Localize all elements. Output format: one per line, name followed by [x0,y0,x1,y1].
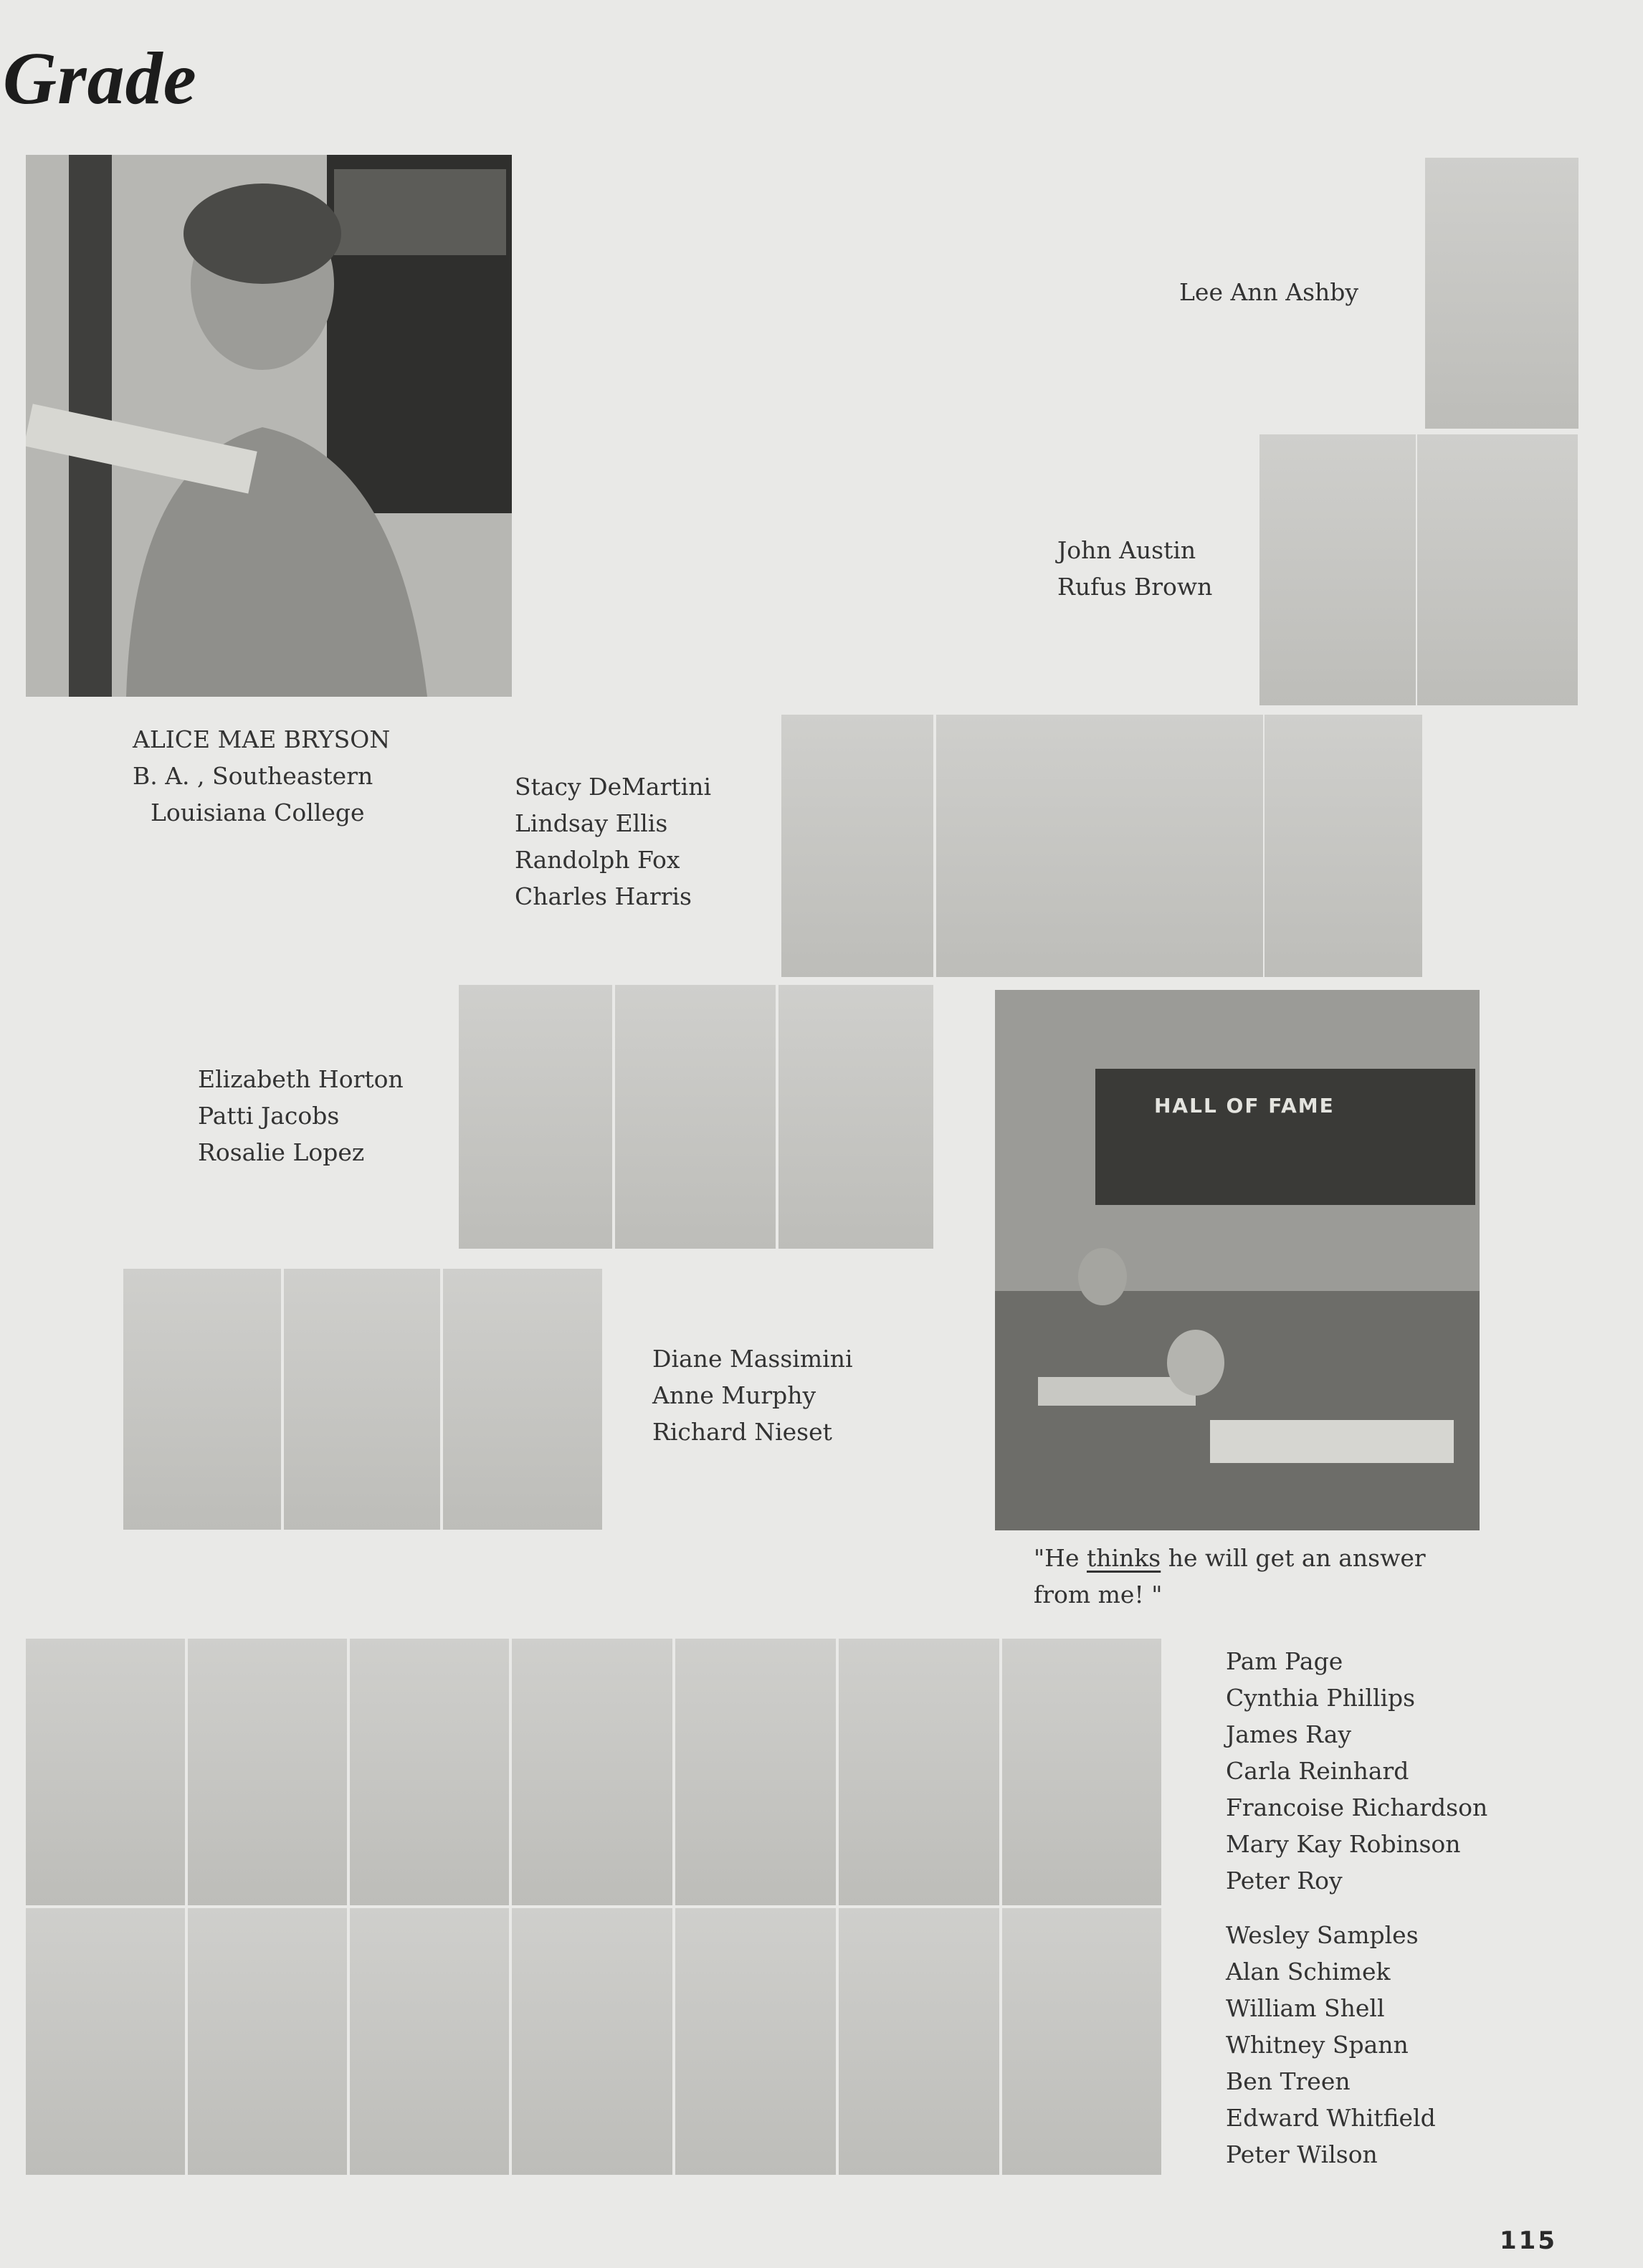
names-group-2 [1057,532,1212,605]
names-group-3 [515,768,711,915]
student-name: Mary Kay Robinson [1226,1830,1461,1858]
student-name: Alan Schimek [1226,1958,1391,1986]
names-group-7 [1226,1917,1436,2173]
names-group-5 [652,1340,853,1450]
student-portrait [615,985,776,1249]
student-name: William Shell [1226,1994,1385,2022]
student-name: Lindsay Ellis [515,809,668,837]
student-name: Elizabeth Horton [198,1065,404,1093]
names-group-6 [1226,1643,1487,1899]
student-portrait [839,1908,999,2175]
student-portrait [188,1908,347,2175]
student-portrait [1002,1639,1161,1905]
student-name: Stacy DeMartini [515,773,712,801]
student-name: Edward Whitfield [1226,2104,1436,2132]
student-portrait [512,1639,672,1905]
caption-text: he will get an answer [1161,1544,1426,1572]
teacher-photo [26,155,512,697]
student-portrait [675,1639,836,1905]
teacher-college: Louisiana College [151,799,365,826]
student-name: Rufus Brown [1057,573,1213,601]
student-portrait [26,1639,185,1905]
student-portrait [26,1908,185,2175]
student-name: Peter Wilson [1226,2140,1378,2168]
student-name: Randolph Fox [515,846,680,874]
student-name: Ben Treen [1226,2067,1351,2095]
student-portrait [1259,434,1416,705]
student-name: Anne Murphy [652,1381,816,1409]
student-name: Whitney Spann [1226,2031,1409,2059]
caption-emphasis: thinks [1086,1544,1161,1572]
student-portrait [1425,158,1578,429]
student-portrait [459,985,612,1249]
caption-line-2: from me! " [1034,1581,1163,1609]
teacher-info [133,721,390,831]
student-portrait [1002,1908,1161,2175]
student-name: Richard Nieset [652,1418,832,1446]
student-portrait [350,1908,509,2175]
student-name: Peter Roy [1226,1867,1343,1895]
student-portrait [123,1269,281,1530]
caption-text: "He [1034,1544,1087,1572]
student-portrait [936,715,1103,977]
student-name: Diane Massimini [652,1345,853,1373]
student-portrait [188,1639,347,1905]
student-name: Cynthia Phillips [1226,1684,1416,1712]
student-portrait [781,715,933,977]
teacher-degree: B. A. , Southeastern [133,762,373,790]
student-portrait [839,1639,999,1905]
student-name: Patti Jacobs [198,1102,340,1130]
classroom-photo [995,990,1480,1530]
student-name: Rosalie Lopez [198,1138,365,1166]
student-name: Francoise Richardson [1226,1793,1488,1821]
student-name: Pam Page [1226,1647,1343,1675]
names-group-1 [1179,274,1358,310]
classroom-caption [1034,1540,1426,1613]
student-portrait [443,1269,602,1530]
page-number: 115 [1500,2226,1557,2255]
student-name: Wesley Samples [1226,1921,1419,1949]
student-portrait [1265,715,1422,977]
student-portrait [778,985,933,1249]
student-portrait [675,1908,836,2175]
student-name: John Austin [1057,536,1196,564]
student-portrait [1417,434,1578,705]
page-title: Grade [3,37,197,120]
student-portrait [284,1269,440,1530]
teacher-name: ALICE MAE BRYSON [133,725,391,753]
student-portrait [350,1639,509,1905]
classroom-board-text: HALL OF FAME [1154,1094,1335,1118]
student-name: James Ray [1226,1720,1352,1748]
student-name: Charles Harris [515,882,692,910]
names-group-4 [198,1061,404,1171]
student-portrait [1103,715,1263,977]
student-portrait [512,1908,672,2175]
student-name: Lee Ann Ashby [1179,278,1359,306]
student-name: Carla Reinhard [1226,1757,1409,1785]
